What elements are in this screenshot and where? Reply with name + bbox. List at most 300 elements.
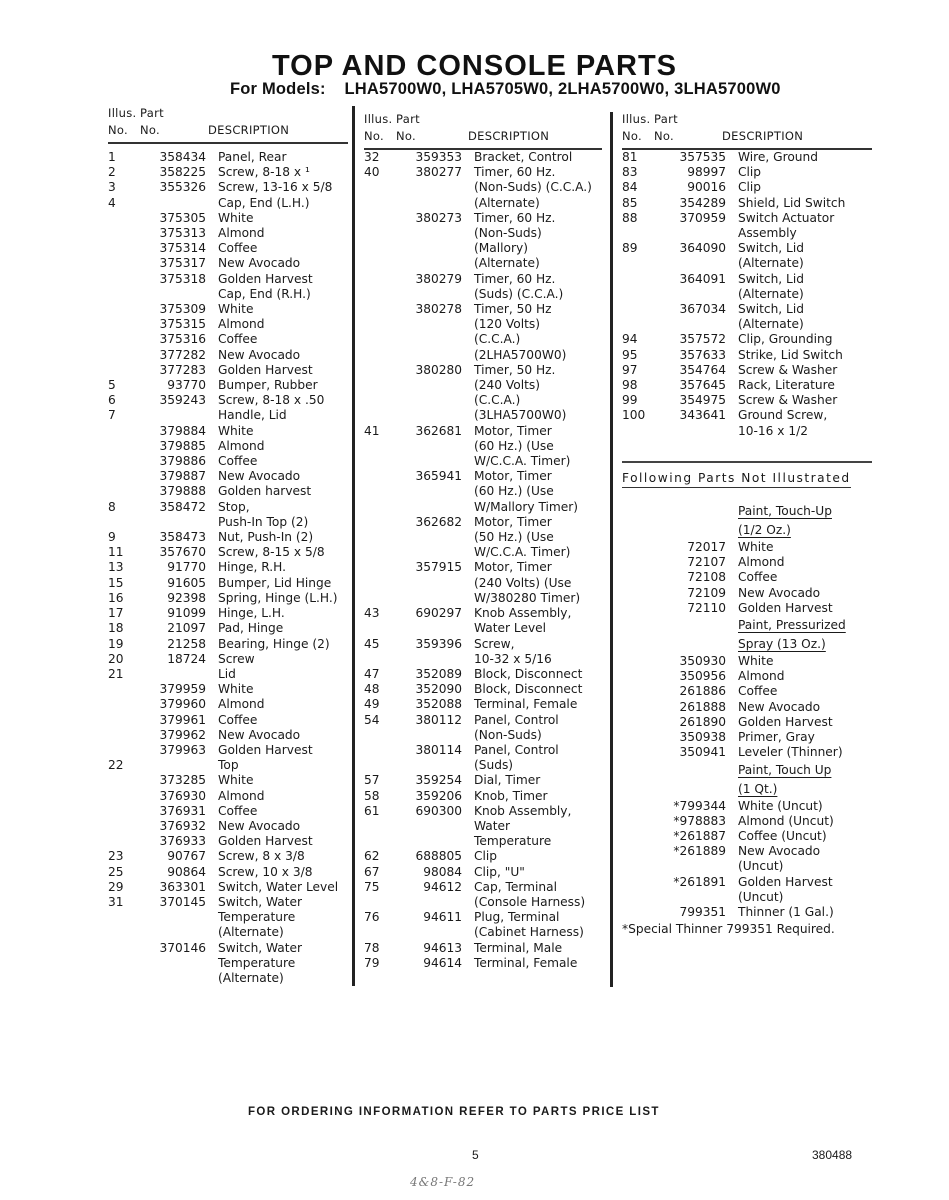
part-description: New Avocado <box>738 844 821 859</box>
part-description: (240 Volts) <box>474 378 541 393</box>
part-number: 376930 <box>159 788 206 803</box>
part-number: 379884 <box>159 423 206 438</box>
illus-number <box>364 439 406 454</box>
column-header <box>622 110 872 150</box>
handwritten-note: 4&8-F-82 <box>410 1175 476 1189</box>
part-row <box>622 570 872 585</box>
part-description: Temperature <box>474 834 552 849</box>
page-title: TOP AND CONSOLE PARTS <box>271 50 678 82</box>
paint-group <box>622 616 872 760</box>
part-description: (Alternate) <box>218 925 284 940</box>
illus-number: 19 <box>108 636 124 651</box>
part-number: *978883 <box>673 813 726 828</box>
part-description: (120 Volts) <box>474 317 541 332</box>
illus-number: 99 <box>622 393 638 408</box>
illus-number: 11 <box>108 545 124 560</box>
part-row <box>108 925 348 940</box>
part-row <box>364 910 602 925</box>
part-description: (240 Volts) (Use <box>474 575 572 590</box>
part-row <box>364 454 602 469</box>
part-number: 379960 <box>159 697 206 712</box>
part-row <box>364 302 602 317</box>
part-description: White <box>218 682 254 697</box>
document-number: 380488 <box>812 1148 853 1162</box>
part-number: 18724 <box>167 651 206 666</box>
spacer <box>622 730 662 745</box>
part-number <box>406 591 474 606</box>
part-number: 375317 <box>159 256 206 271</box>
part-row <box>108 667 348 682</box>
part-description: Bracket, Control <box>474 150 573 164</box>
part-description: Wire, Ground <box>738 150 818 164</box>
illus-number <box>108 515 150 530</box>
part-description: Screw, 13-16 x 5/8 <box>218 180 333 195</box>
part-description: Switch, Water Level <box>218 879 339 894</box>
part-number <box>406 576 474 591</box>
part-row <box>622 287 872 302</box>
part-row <box>364 272 602 287</box>
part-number: 261886 <box>679 684 726 699</box>
illus-number: 15 <box>108 575 124 590</box>
spacer <box>622 635 662 654</box>
part-row <box>622 799 872 814</box>
part-number <box>406 621 474 636</box>
illus-number: 6 <box>108 393 116 408</box>
illus-number <box>364 469 406 484</box>
part-description: Screw, 10 x 3/8 <box>218 864 313 879</box>
header-part: Part <box>140 106 164 120</box>
part-number: 343641 <box>679 408 726 423</box>
part-row <box>108 272 348 287</box>
part-number <box>406 728 474 743</box>
parts-column-1 <box>108 104 348 986</box>
page-number: 5 <box>472 1148 479 1162</box>
part-description: Clip <box>738 180 762 195</box>
part-description: Cap, End (R.H.) <box>218 286 311 301</box>
part-row <box>108 393 348 408</box>
part-row <box>364 256 602 271</box>
illus-number <box>108 682 150 697</box>
part-description: Terminal, Female <box>474 955 578 970</box>
part-row <box>622 378 872 393</box>
part-number <box>406 196 474 211</box>
part-number <box>406 332 474 347</box>
part-row <box>622 540 872 555</box>
part-description: (Uncut) <box>738 889 784 904</box>
illus-number <box>364 515 406 530</box>
group-heading: Paint, Touch Up <box>738 762 832 777</box>
part-row <box>364 180 602 195</box>
illus-number <box>364 758 406 773</box>
illus-number <box>108 789 150 804</box>
illus-number: 57 <box>364 773 380 788</box>
part-row <box>108 804 348 819</box>
part-description: (Uncut) <box>738 859 784 874</box>
header-illus: Illus. <box>108 106 137 120</box>
group-heading: Paint, Pressurized <box>738 618 846 633</box>
illus-number: 17 <box>108 606 124 621</box>
part-description: Screw, 8 x 3/8 <box>218 849 305 864</box>
part-description: Switch, Lid <box>738 241 804 256</box>
part-description: (60 Hz.) (Use <box>474 438 554 453</box>
part-description: Handle, Lid <box>218 408 287 423</box>
illus-number: 16 <box>108 590 124 605</box>
illus-number: 5 <box>108 378 116 393</box>
part-row <box>364 196 602 211</box>
paint-group <box>622 761 872 921</box>
part-row <box>108 211 348 226</box>
part-row <box>622 211 872 226</box>
part-description: Hinge, L.H. <box>218 606 285 621</box>
part-number: *261889 <box>673 844 726 859</box>
part-row <box>108 834 348 849</box>
part-number: 376931 <box>159 803 206 818</box>
part-description: Timer, 60 Hz. <box>474 210 556 225</box>
part-number <box>406 393 474 408</box>
part-number: 379887 <box>159 469 206 484</box>
spacer <box>622 844 662 859</box>
part-description: Almond <box>218 226 265 241</box>
part-number: 377283 <box>159 362 206 377</box>
part-number: 375315 <box>159 317 206 332</box>
spacer <box>622 586 662 601</box>
part-row <box>622 905 872 920</box>
part-description: Coffee <box>218 803 258 818</box>
part-description: Motor, Timer <box>474 469 552 484</box>
part-number: 358434 <box>159 150 206 164</box>
part-row <box>622 730 872 745</box>
part-row <box>622 363 872 378</box>
spacer <box>622 829 662 844</box>
part-number: 354764 <box>679 362 726 377</box>
part-row <box>364 226 602 241</box>
spacer <box>622 669 662 684</box>
part-description: 10-32 x 5/16 <box>474 651 552 666</box>
part-number: 358225 <box>159 165 206 180</box>
illus-number <box>622 256 662 271</box>
part-description: Coffee (Uncut) <box>738 828 827 843</box>
part-description: (C.C.A.) <box>474 332 521 347</box>
spacer <box>622 780 662 799</box>
part-row <box>364 545 602 560</box>
header-description: DESCRIPTION <box>208 123 290 137</box>
part-row <box>108 287 348 302</box>
group-heading: Spray (13 Oz.) <box>738 637 826 652</box>
part-description: Almond <box>218 438 265 453</box>
part-description: Nut, Push-In (2) <box>218 530 314 545</box>
part-number: 352090 <box>415 682 462 697</box>
part-row <box>364 500 602 515</box>
part-row <box>108 910 348 925</box>
part-number <box>662 287 738 302</box>
footnote: *Special Thinner 799351 Required. <box>622 922 835 937</box>
part-description: Plug, Terminal <box>474 910 560 925</box>
illus-number <box>364 378 406 393</box>
column-divider <box>352 106 355 986</box>
part-row <box>622 875 872 890</box>
part-description: (Alternate) <box>218 970 284 985</box>
part-number <box>406 652 474 667</box>
part-number: 375313 <box>159 226 206 241</box>
part-description: (Suds) (C.C.A.) <box>474 286 564 301</box>
part-row <box>622 408 872 423</box>
part-description: Knob Assembly, <box>474 606 572 621</box>
part-row <box>622 829 872 844</box>
part-row <box>622 226 872 241</box>
part-row <box>108 302 348 317</box>
part-description: Dial, Timer <box>474 773 541 788</box>
part-number: 358473 <box>159 530 206 545</box>
part-row <box>622 669 872 684</box>
part-row <box>108 606 348 621</box>
part-row <box>622 844 872 859</box>
part-number: 375305 <box>159 210 206 225</box>
illus-number <box>108 272 150 287</box>
illus-number: 20 <box>108 651 124 666</box>
part-number <box>406 287 474 302</box>
part-number: 379888 <box>159 484 206 499</box>
illus-number <box>622 287 662 302</box>
part-row <box>364 165 602 180</box>
part-number <box>150 515 218 530</box>
part-row <box>364 758 602 773</box>
illus-number: 9 <box>108 530 116 545</box>
part-row <box>108 256 348 271</box>
header-illus-no: No. <box>108 123 128 137</box>
illus-number <box>364 728 406 743</box>
part-number: 94611 <box>423 910 462 925</box>
part-description: (Console Harness) <box>474 894 586 909</box>
part-description: Panel, Rear <box>218 150 287 164</box>
illus-number: 62 <box>364 849 380 864</box>
part-description: Timer, 60 Hz. <box>474 271 556 286</box>
illus-number: 47 <box>364 666 380 681</box>
illus-number <box>108 454 150 469</box>
part-description: New Avocado <box>218 469 301 484</box>
part-number: 370959 <box>679 210 726 225</box>
part-description: White <box>738 654 774 669</box>
illus-number: 4 <box>108 195 116 210</box>
part-number: 92398 <box>167 590 206 605</box>
part-description: New Avocado <box>218 256 301 271</box>
part-number <box>662 859 738 874</box>
spacer <box>622 601 662 616</box>
part-description: W/380280 Timer) <box>474 590 581 605</box>
part-description: White <box>218 423 254 438</box>
part-number <box>406 819 474 834</box>
part-description: Block, Disconnect <box>474 666 583 681</box>
part-description: Screw <box>218 651 255 666</box>
part-row <box>364 393 602 408</box>
part-number: 94614 <box>423 955 462 970</box>
part-description: Coffee <box>218 712 258 727</box>
illus-number <box>108 241 150 256</box>
part-number: 261890 <box>679 714 726 729</box>
part-number: 365941 <box>415 469 462 484</box>
illus-number <box>364 348 406 363</box>
part-number: 357535 <box>679 150 726 164</box>
part-number: 90016 <box>687 180 726 195</box>
part-number: *261891 <box>673 874 726 889</box>
part-row <box>622 196 872 211</box>
illus-number <box>108 424 150 439</box>
part-description: (Alternate) <box>474 195 540 210</box>
part-description: Golden Harvest <box>738 714 833 729</box>
part-number <box>150 956 218 971</box>
part-description: Clip <box>474 849 498 864</box>
part-number: 91605 <box>167 575 206 590</box>
part-number: 379885 <box>159 438 206 453</box>
part-number: 380279 <box>415 271 462 286</box>
illus-number <box>108 743 150 758</box>
part-description: Golden Harvest <box>218 362 313 377</box>
illus-number <box>108 363 150 378</box>
illus-number <box>108 910 150 925</box>
spacer <box>662 616 738 635</box>
illus-number <box>108 728 150 743</box>
part-number <box>406 317 474 332</box>
spacer <box>622 814 662 829</box>
part-row <box>622 393 872 408</box>
illus-number: 78 <box>364 940 380 955</box>
part-row <box>108 332 348 347</box>
part-description: Almond <box>218 788 265 803</box>
illus-number: 18 <box>108 621 124 636</box>
part-description: Bumper, Lid Hinge <box>218 575 332 590</box>
illus-number <box>108 773 150 788</box>
part-row <box>108 150 348 165</box>
part-description: Switch, Water <box>218 940 303 955</box>
part-row <box>108 545 348 560</box>
part-row <box>108 895 348 910</box>
part-row <box>108 484 348 499</box>
part-row <box>364 728 602 743</box>
illus-number: 43 <box>364 606 380 621</box>
part-number: 380277 <box>415 165 462 180</box>
column-header <box>108 104 348 144</box>
part-number <box>150 925 218 940</box>
part-number: 359243 <box>159 393 206 408</box>
part-row <box>108 682 348 697</box>
part-number: 367034 <box>679 302 726 317</box>
part-row <box>364 378 602 393</box>
part-description: New Avocado <box>218 818 301 833</box>
part-row <box>364 424 602 439</box>
part-row <box>108 621 348 636</box>
not-illustrated-groups <box>622 502 872 920</box>
illus-number <box>622 424 662 439</box>
illus-number: 84 <box>622 180 638 195</box>
part-description: Clip, Grounding <box>738 332 833 347</box>
part-row <box>364 880 602 895</box>
illus-number <box>108 302 150 317</box>
part-row <box>364 682 602 697</box>
part-number: 350956 <box>679 669 726 684</box>
header-part-no: No. <box>140 123 160 137</box>
part-row <box>364 834 602 849</box>
part-description: Bearing, Hinge (2) <box>218 636 330 651</box>
section-title: Following Parts Not Illustrated <box>622 471 851 488</box>
part-number <box>150 910 218 925</box>
part-description: W/C.C.A. Timer) <box>474 454 571 469</box>
part-number: 359396 <box>415 636 462 651</box>
part-description: Terminal, Male <box>474 940 563 955</box>
illus-number <box>364 363 406 378</box>
part-number: 357572 <box>679 332 726 347</box>
illus-number <box>364 834 406 849</box>
part-description: (Non-Suds) <box>474 727 542 742</box>
part-number: 362682 <box>415 514 462 529</box>
illus-number <box>108 971 150 986</box>
part-description: Stop, <box>218 499 250 514</box>
part-number: 91099 <box>167 606 206 621</box>
part-row <box>364 819 602 834</box>
part-row <box>364 637 602 652</box>
part-row <box>622 586 872 601</box>
illus-number <box>108 332 150 347</box>
part-number: 379963 <box>159 742 206 757</box>
spacer <box>622 859 662 874</box>
part-row <box>364 241 602 256</box>
part-number: *261887 <box>673 828 726 843</box>
part-number: 375318 <box>159 271 206 286</box>
illus-number <box>622 226 662 241</box>
header-illus: Illus. <box>622 112 651 126</box>
illus-number <box>622 317 662 332</box>
part-number <box>662 256 738 271</box>
illus-number <box>364 500 406 515</box>
parts-list <box>108 150 348 986</box>
models-label: For Models: <box>230 80 326 98</box>
spacer <box>662 521 738 540</box>
spacer <box>622 684 662 699</box>
spacer <box>622 654 662 669</box>
illus-number <box>364 408 406 423</box>
illus-number <box>108 439 150 454</box>
parts-column-3 <box>622 104 872 937</box>
part-description: Ground Screw, <box>738 408 828 423</box>
part-number <box>406 545 474 560</box>
illus-number <box>364 317 406 332</box>
part-row <box>108 241 348 256</box>
part-number <box>406 500 474 515</box>
part-row <box>364 849 602 864</box>
part-row <box>364 287 602 302</box>
part-row <box>108 363 348 378</box>
part-number: 379886 <box>159 454 206 469</box>
part-number: 359254 <box>415 773 462 788</box>
part-number: 370146 <box>159 940 206 955</box>
part-row <box>108 576 348 591</box>
part-number: 98084 <box>423 864 462 879</box>
illus-number <box>364 196 406 211</box>
part-number: 375316 <box>159 332 206 347</box>
spacer <box>622 875 662 890</box>
illus-number <box>108 956 150 971</box>
illus-number: 97 <box>622 362 638 377</box>
part-number <box>150 667 218 682</box>
part-number <box>406 348 474 363</box>
part-number <box>662 317 738 332</box>
part-description: Coffee <box>738 570 778 585</box>
part-description: (C.C.A.) <box>474 393 521 408</box>
spacer <box>662 780 738 799</box>
illus-number <box>364 591 406 606</box>
illus-number: 75 <box>364 879 380 894</box>
header-description: DESCRIPTION <box>722 129 804 143</box>
part-row <box>364 363 602 378</box>
group-heading-row <box>622 521 872 540</box>
